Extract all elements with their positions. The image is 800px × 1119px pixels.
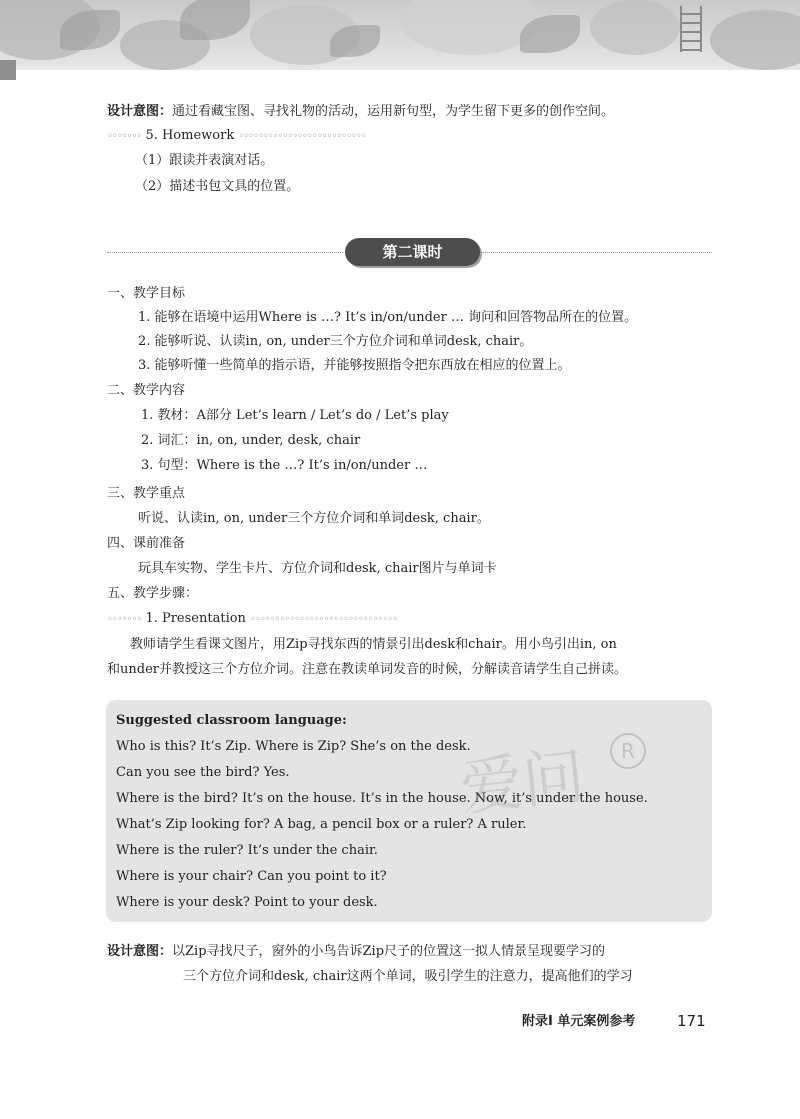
header-banner-illustration: [0, 0, 800, 80]
section-heading-preparation: 四、课前准备: [107, 536, 186, 551]
design-intent-label: 设计意图：: [107, 944, 173, 959]
design-intent-paragraph: [107, 102, 614, 122]
registered-mark-icon: R: [610, 733, 646, 769]
section-heading-steps: 五、教学步骤：: [107, 586, 199, 601]
preparation-text: 玩具车实物、学生卡片、方位介词和desk, chair图片与单词卡: [138, 561, 497, 576]
classroom-language-title: Suggested classroom language:: [116, 713, 347, 728]
lesson-badge: 第二课时: [345, 238, 480, 266]
classroom-language-line: Who is this? It’s Zip. Where is Zip? She’s on the desk.: [116, 739, 471, 754]
divider-line-left: [107, 252, 343, 253]
design-intent-text-continued: 三个方位介词和desk, chair这两个单词，吸引学生的注意力，提高他们的学习: [183, 969, 633, 984]
watermark-logo: 爱问: [457, 738, 589, 825]
divider-line-right: [482, 252, 712, 253]
footer-section-label: 附录I 单元案例参考: [522, 1014, 636, 1029]
classroom-language-line: Where is your desk? Point to your desk.: [116, 895, 378, 910]
design-intent-text: 通过看藏宝图、寻找礼物的活动，运用新句型，为学生留下更多的创作空间。: [172, 104, 615, 119]
objective-item: 2. 能够听说、认读in, on, under三个方位介词和单词desk, chair。: [138, 334, 533, 349]
keypoint-text: 听说、认读in, on, under三个方位介词和单词desk, chair。: [138, 511, 490, 526]
design-intent-label: 设计意图：: [107, 104, 173, 119]
section-heading-keypoint: 三、教学重点: [107, 486, 186, 501]
presentation-heading: ◦◦◦◦◦◦◦ 1. Presentation ◦◦◦◦◦◦◦◦◦◦◦◦◦◦◦◦◦◦◦◦◦◦◦◦◦◦◦◦◦◦: [107, 611, 398, 626]
objective-item: 3. 能够听懂一些简单的指示语，并能够按照指令把东西放在相应的位置上。: [138, 358, 571, 373]
classroom-language-line: Where is the bird? It’s on the house. It’s in the house. Now, it’s under the house.: [116, 791, 648, 806]
content-item: 3. 句型：Where is the …? It’s in/on/under …: [141, 458, 428, 473]
page-number: 171: [677, 1012, 706, 1030]
section-heading-objectives: 一、教学目标: [107, 286, 186, 301]
classroom-language-line: What’s Zip looking for? A bag, a pencil box or a ruler? A ruler.: [116, 817, 527, 832]
classroom-language-line: Where is your chair? Can you point to it?: [116, 869, 387, 884]
presentation-paragraph-line: 和under并教授这三个方位介词。注意在教读单词发音的时候，分解读音请学生自己拼读。: [107, 662, 627, 677]
content-item: 2. 词汇：in, on, under, desk, chair: [141, 433, 361, 448]
presentation-paragraph-line: 教师请学生看课文图片，用Zip寻找东西的情景引出desk和chair。用小鸟引出in, on: [130, 637, 617, 652]
objective-item: 1. 能够在语境中运用Where is …? It’s in/on/under … 询问和回答物品所在的位置。: [138, 310, 638, 325]
classroom-language-line: Can you see the bird? Yes.: [116, 765, 290, 780]
homework-heading: ◦◦◦◦◦◦◦ 5. Homework ◦◦◦◦◦◦◦◦◦◦◦◦◦◦◦◦◦◦◦◦◦◦◦◦◦◦: [107, 128, 366, 143]
homework-item: （2）描述书包文具的位置。: [135, 179, 300, 194]
content-item: 1. 教材：A部分 Let’s learn / Let’s do / Let’s play: [141, 408, 449, 423]
classroom-language-line: Where is the ruler? It’s under the chair.: [116, 843, 378, 858]
section-heading-content: 二、教学内容: [107, 383, 186, 398]
design-intent-paragraph: [107, 942, 605, 962]
design-intent-text: 以Zip寻找尺子，窗外的小鸟告诉Zip尺子的位置这一拟人情景呈现要学习的: [172, 944, 606, 959]
homework-item: （1）跟读并表演对话。: [135, 153, 274, 168]
